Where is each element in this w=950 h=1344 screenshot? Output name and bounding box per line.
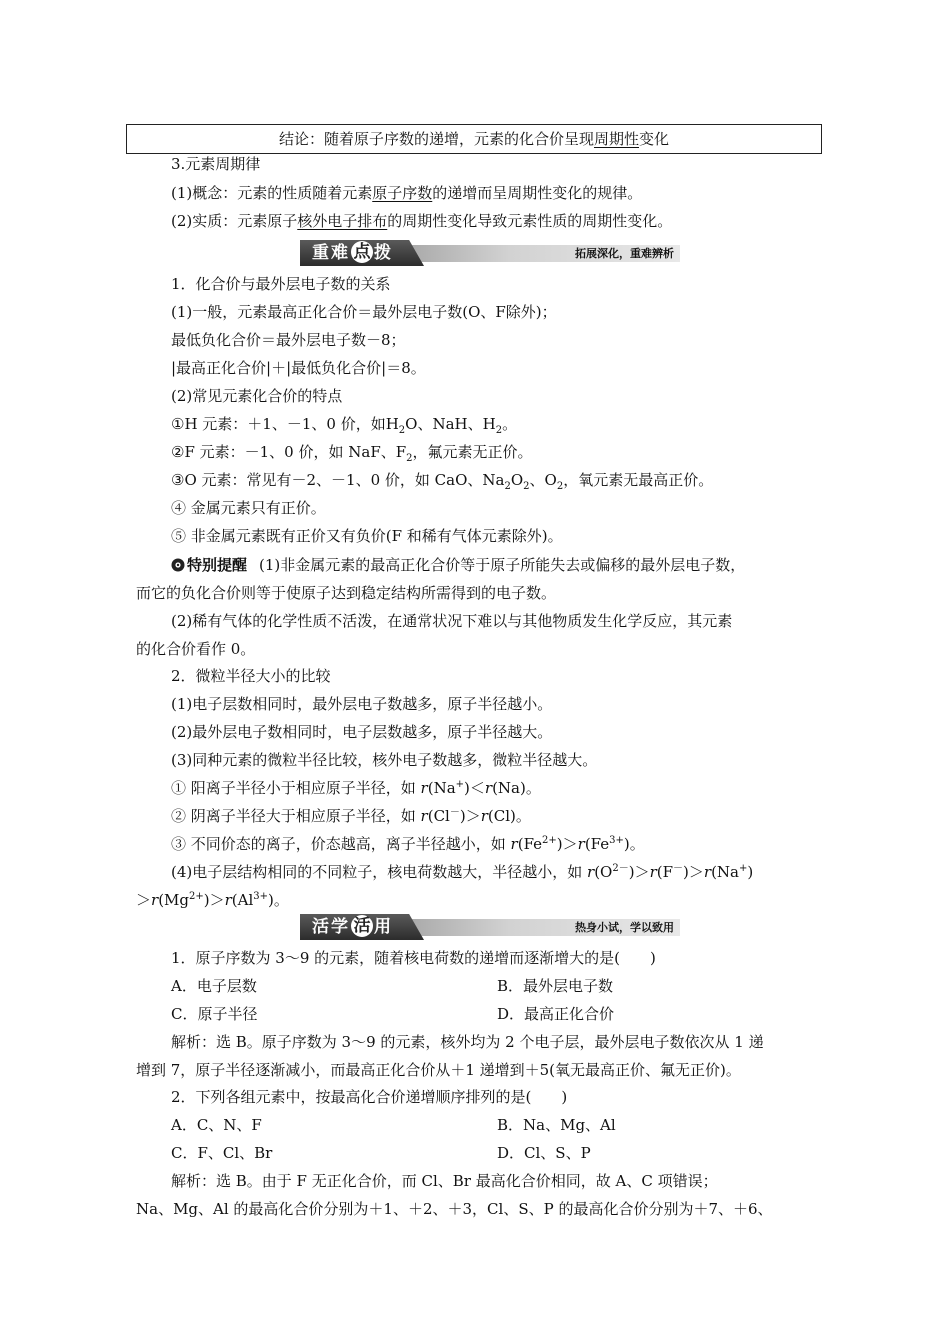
- part1-line8: ④ 金属元素只有正价。: [171, 499, 326, 517]
- banner-title-a: 重难: [312, 243, 350, 263]
- part1-heading: 1．化合价与最外层电子数的关系: [171, 275, 391, 293]
- c4-s3: +: [738, 863, 748, 874]
- banner-badge: 点: [351, 241, 373, 263]
- essence-prefix: (2)实质：元素原子: [171, 212, 298, 230]
- part2-line1: (1)电子层数相同时，最外层电子数越多，原子半径越小。: [171, 695, 553, 713]
- c2-a: ② 阴离子半径大于相应原子半径，如: [171, 807, 421, 825]
- c4-s1: 2－: [612, 863, 629, 874]
- o-f: 2: [556, 481, 564, 492]
- section3-heading: 3.元素周期律: [171, 155, 261, 173]
- part2-valence: [171, 830, 645, 858]
- c5-d: (Al: [231, 891, 254, 909]
- banner-title-a: 活学: [312, 917, 350, 937]
- section3-concept: [171, 179, 642, 207]
- banner-tagline: 热身小试，学以致用: [575, 921, 674, 934]
- part1-line9: ⑤ 非金属元素既有正价又有负价(F 和稀有气体元素除外)。: [171, 527, 563, 545]
- c4-r2: r: [649, 863, 657, 881]
- c1-a: ① 阳离子半径小于相应原子半径，如: [171, 779, 421, 797]
- q1-option-d: D．最高正化合价: [497, 1005, 615, 1023]
- part2-line3: (3)同种元素的微粒半径比较，核外电子数越多，微粒半径越大。: [171, 751, 598, 769]
- concept-suffix: 的递增而呈周期性变化的规律。: [432, 184, 643, 202]
- c4-r1: r: [587, 863, 595, 881]
- c1-r2: r: [484, 779, 493, 797]
- note-gear-icon: [171, 558, 185, 572]
- c3-r2: r: [577, 835, 585, 853]
- q1-answer-line1: 解析：选 B。原子序数为 3～9 的元素，核外均为 2 个电子层，最外层电子数依次从 1 递: [171, 1033, 764, 1051]
- c5-b: (Mg: [158, 891, 190, 909]
- banner-practice: [300, 914, 680, 940]
- essence-underlined: 核外电子排布: [297, 212, 388, 230]
- q2-stem: 2．下列各组元素中，按最高化合价递增顺序排列的是( ): [171, 1088, 568, 1106]
- part2-cation: [171, 774, 541, 802]
- q1-option-a: A．电子层数: [171, 977, 257, 995]
- part1-line3: |最高正化合价|＋|最低负化合价|＝8。: [171, 359, 426, 377]
- q1-stem: 1．原子序数为 3～9 的元素，随着核电荷数的递增而逐渐增大的是( ): [171, 949, 656, 967]
- c3-d: (Fe: [584, 835, 610, 853]
- c2-d: (Cl)。: [487, 807, 531, 825]
- q1-option-c: C．原子半径: [171, 1005, 258, 1023]
- c5-s1: 2+: [189, 891, 204, 902]
- c3-a: ③ 不同价态的离子，价态越高，离子半径越小，如: [171, 835, 511, 853]
- h-a: ①H 元素：＋1、－1、0 价，如H: [171, 415, 399, 433]
- part1-line2: 最低负化合价＝最外层电子数－8；: [171, 331, 406, 349]
- conclusion-suffix: 变化: [639, 130, 670, 148]
- c4-b: (O: [594, 863, 613, 881]
- c3-c: )＞: [556, 835, 578, 853]
- o-e: 、O: [529, 471, 557, 489]
- c5-r1: r: [151, 891, 159, 909]
- c4-r3: r: [703, 863, 712, 881]
- note-label: 特别提醒: [187, 556, 248, 574]
- c4-f: (Na: [711, 863, 739, 881]
- q1-answer-line2: 增到 7，原子半径逐渐减小，而最高正化合价从＋1 递增到＋5(氧无最高正价、氟无正价)。: [136, 1061, 741, 1079]
- c2-s1: －: [449, 807, 460, 818]
- c3-s1: 2+: [542, 835, 557, 846]
- c3-r1: r: [510, 835, 518, 853]
- banner-key-points: [300, 240, 680, 266]
- o-d: 2: [523, 481, 530, 492]
- part1-o-element: [171, 466, 713, 494]
- part1-h-element: [171, 410, 517, 438]
- part2-isoelectronic: [171, 858, 753, 886]
- c1-s1: +: [455, 779, 465, 790]
- c1-b: (Na: [427, 779, 456, 797]
- f-b: 2: [406, 453, 413, 464]
- c5-e: )。: [268, 891, 289, 909]
- special-note-line4: 的化合价看作 0。: [136, 640, 256, 658]
- f-c: ，氟元素无正价。: [412, 443, 533, 461]
- c4-d: (F: [656, 863, 674, 881]
- o-b: 2: [504, 481, 511, 492]
- concept-prefix: (1)概念：元素的性质随着元素: [171, 184, 373, 202]
- c4-c: )＞: [628, 863, 650, 881]
- h-c: O、NaH、H: [405, 415, 496, 433]
- q2-option-a: A．C、N、F: [171, 1116, 262, 1134]
- c5-c: )＞: [203, 891, 225, 909]
- q2-answer-line1: 解析：选 B。由于 F 无正化合价，而 Cl、Br 最高化合价相同，故 A、C 项错误；: [171, 1172, 718, 1190]
- c1-r1: r: [420, 779, 428, 797]
- part2-line2: (2)最外层电子数相同时，电子层数越多，原子半径越大。: [171, 723, 553, 741]
- conclusion-text: [127, 125, 821, 153]
- banner-tagline: 拓展深化，重难辨析: [575, 247, 674, 260]
- c1-c: )＜: [464, 779, 485, 797]
- c4-g: ): [747, 863, 754, 881]
- c2-b: (Cl: [427, 807, 450, 825]
- part2-anion: [171, 802, 531, 830]
- conclusion-prefix: 结论：随着原子序数的递增，元素的化合价呈现: [278, 130, 594, 148]
- h-d: 2: [495, 425, 503, 436]
- c2-c: )＞: [459, 807, 481, 825]
- q1-option-b: B．最外层电子数: [497, 977, 614, 995]
- c2-r1: r: [420, 807, 428, 825]
- part2-isoelectronic-cont: [136, 886, 289, 914]
- h-b: 2: [398, 425, 406, 436]
- c1-d: (Na)。: [492, 779, 541, 797]
- h-e: 。: [502, 415, 518, 433]
- c3-e: )。: [623, 835, 645, 853]
- q2-option-d: D．Cl、S、P: [497, 1144, 591, 1162]
- banner-badge: 活: [351, 915, 373, 937]
- part1-line4: (2)常见元素化合价的特点: [171, 387, 343, 405]
- o-a: ③O 元素：常见有－2、－1、0 价，如 CaO、Na: [171, 471, 505, 489]
- c4-a: (4)电子层结构相同的不同粒子，核电荷数越大，半径越小，如: [171, 863, 588, 881]
- c3-b: (Fe: [517, 835, 543, 853]
- part2-heading: 2．微粒半径大小的比较: [171, 667, 331, 685]
- special-note-line1: [171, 551, 745, 579]
- c2-r2: r: [480, 807, 488, 825]
- q2-option-c: C．F、Cl、Br: [171, 1144, 273, 1162]
- section3-essence: [171, 207, 672, 235]
- c5-r2: r: [224, 891, 232, 909]
- c5-a: ＞: [136, 891, 152, 909]
- f-a: ②F 元素：－1、0 价，如 NaF、F: [171, 443, 407, 461]
- c4-e: )＞: [683, 863, 704, 881]
- essence-suffix: 的周期性变化导致元素性质的周期性变化。: [387, 212, 673, 230]
- banner-title: [312, 914, 393, 940]
- note-text-1: (1)非金属元素的最高正化合价等于原子所能失去或偏移的最外层电子数，: [259, 556, 746, 574]
- concept-underlined: 原子序数: [372, 184, 433, 202]
- banner-title-b: 用: [374, 917, 393, 937]
- part1-f-element: [171, 438, 533, 466]
- banner-title-b: 拨: [374, 243, 393, 263]
- special-note-line3: (2)稀有气体的化学性质不活泼，在通常状况下难以与其他物质发生化学反应，其元素: [171, 612, 733, 630]
- special-note-line2: 而它的负化合价则等于使原子达到稳定结构所需得到的电子数。: [136, 584, 557, 602]
- c4-s2: －: [673, 863, 684, 874]
- conclusion-underlined: 周期性: [593, 130, 639, 148]
- c5-s2: 3+: [253, 891, 269, 902]
- o-c: O: [510, 471, 524, 489]
- q2-answer-line2: Na、Mg、Al 的最高化合价分别为＋1、＋2、＋3，Cl、S、P 的最高化合价分别为＋7、＋6、: [136, 1200, 773, 1218]
- o-g: ，氧元素无最高正价。: [563, 471, 714, 489]
- part1-line1: (1)一般，元素最高正化合价＝最外层电子数(O、F除外)；: [171, 303, 557, 321]
- q2-option-b: B．Na、Mg、Al: [497, 1116, 616, 1134]
- c3-s2: 3+: [609, 835, 624, 846]
- banner-title: [312, 240, 393, 266]
